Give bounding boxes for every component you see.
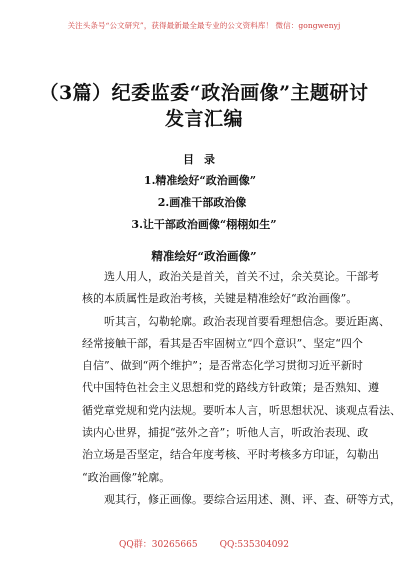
body-line: 听其言，勾勒轮廓。政治表现首要看理想信念。要近距离、: [104, 314, 390, 328]
document-title-line-1: （3篇）纪委监委“政治画像”主题研讨: [39, 82, 369, 104]
body-line: 读内心世界，捕捉“弦外之音”；听他人言，听政治表现、政: [82, 426, 369, 440]
toc-item-3[interactable]: 3.让干部政治画像“栩栩如生”: [131, 218, 277, 231]
body-text: [82, 266, 401, 511]
header-promo-note: 关注头条号“公文研究”，获得最新最全最专业的公文资料库！ 微信：gongwenyj: [67, 21, 341, 30]
body-line: 代中国特色社会主义思想和党的路线方针政策；是否熟知、遵: [82, 381, 379, 395]
footer-qq: QQ:535304092: [219, 540, 289, 550]
toc-item-2[interactable]: 2.画准干部政治像: [157, 196, 247, 209]
toc-item-1[interactable]: 1.精准绘好“政治画像”: [143, 174, 257, 187]
body-line: 治立场是否坚定，结合年度考核、平时考核多方印证，勾勒出: [82, 448, 379, 462]
body-line: 选人用人，政治关是首关，首关不过，余关莫论。干部考: [104, 270, 379, 283]
body-line: “政治画像”轮廓。: [82, 470, 171, 484]
toc-heading: 目录: [183, 153, 225, 166]
body-line: 核的本质属性是政治考核，关键是精准绘好“政治画像”。: [82, 292, 358, 306]
section-heading: 精准绘好“政治画像”: [151, 249, 257, 263]
document-title-line-2: 发言汇编: [164, 108, 243, 130]
body-line: 循党章党规和党内法规。要听本人言，听思想状况、谈观点看法、: [82, 403, 401, 417]
body-line: 观其行，修正画像。要综合运用述、测、评、查、研等方式，: [104, 492, 401, 506]
body-line: 经常接触干部，看其是否牢固树立“四个意识”、坚定“四个: [82, 336, 363, 350]
footer-qq-group: QQ群：30265665: [119, 540, 198, 550]
footer-contact: [0, 537, 408, 550]
body-line: 自信”、做到“两个维护”；是否常态化学习贯彻习近平新时: [82, 359, 363, 373]
